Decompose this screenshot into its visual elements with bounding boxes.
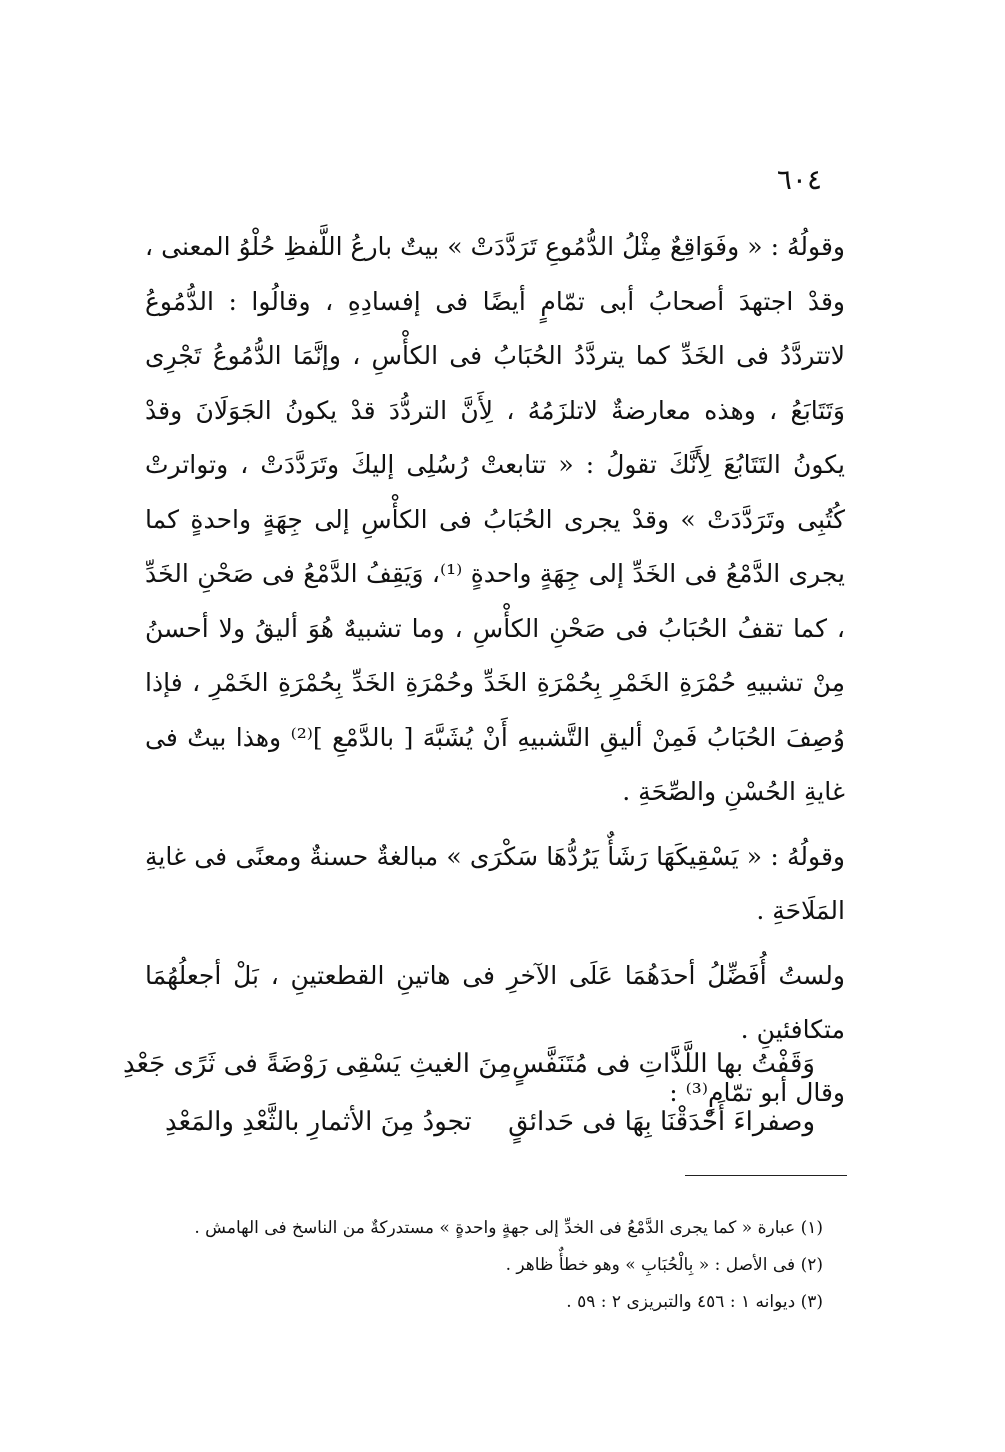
footnote-2: (٢) فى الأصل : « بِالْحُبَابِ » وهو خطأٌ ظاهر . <box>505 1255 823 1275</box>
verse-intro: وقال أبو تمّامٍ⁽³⁾ : <box>669 1077 845 1107</box>
verse-2-second-hemistich: تجودُ مِنَ الأثمارِ بالثَّعْدِ والمَعْدِ <box>165 1107 472 1137</box>
footnote-1: (١) عبارة « كما يجرى الدَّمْعُ فى الخدِّ إلى جهةٍ واحدةٍ » مستدركةٌ من الناسخ فى الهامش . <box>194 1218 823 1238</box>
footnote-3: (٣) ديوانه ١ : ٤٥٦ والتبريزى ٢ : ٥٩ . <box>566 1292 823 1312</box>
footnotes <box>133 1210 823 1321</box>
verse-1-first-hemistich: وَقَفْتُ بها اللَّذَّاتِ فى مُتَنَفَّسٍ <box>512 1049 815 1079</box>
verse-2-first-hemistich: وصفراءَ أَحْدَقْنَا بِهَا فى حَدائقٍ <box>508 1107 815 1137</box>
paragraph-spacer <box>145 939 845 949</box>
paragraph-1: وقولُهُ : « وفَوَاقِعٌ مِثْلُ الدُّمُوعِ تَرَدَّدَتْ » بيتٌ بارعُ اللَّفظِ حُلْوُ المعنى ، وقدْ اجتهدَ أصحابُ أبى تمّامٍ أيضًا فى إفسادِهِ ، وقالُوا : الدُّمُوعُ لاتتردَّدُ فى الخَدِّ كما يتردَّدُ الحُبَابُ فى الكأْسِ ، وإنَّمَا الدُّمُوعُ تَجْرِى وَتَتَابَعُ ، وهذه معارضةٌ لاتلزَمُهُ ، لِأَنَّ التردُّدَ قدْ يكونُ الجَوَلَانَ وقدْ يكونُ التَتَابُعَ لِأَنَّكَ تقولُ : « تتابعتْ رُسُلِى إليكَ وتَرَدَّدَتْ ، وتواترتْ كُتُبِى وتَرَدَّدَتْ » وقدْ يجرى الحُبَابُ فى الكأْسِ إلى جِهَةٍ واحدةٍ كما يجرى الدَّمْعُ فى الخَدِّ إلى جِهَةٍ واحدةٍ ⁽¹⁾، وَيَقِفُ الدَّمْعُ فى صَحْنِ الخَدِّ ، كما تقفُ الحُبَابُ فى صَحْنِ الكأْسِ ، وما تشبيهٌ هُوَ أليقُ ولا أحسنُ مِنْ تشبيهِ حُمْرَةِ الخَمْرِ بِحُمْرَةِ الخَدِّ وحُمْرَةِ الخَدِّ بِحُمْرَةِ الخَمْرِ ، فإذا وُصِفَ الحُبَابُ فَمِنْ أليقِ التَّشبيهِ أَنْ يُشَبَّهَ [ بالدَّمْعِ ]⁽²⁾ وهذا بيتٌ فى غايةِ الحُسْنِ والصِّحَةِ . <box>145 232 846 806</box>
page-number: ٦٠٤ <box>776 163 822 196</box>
poem-verses <box>122 1035 815 1151</box>
paragraph-3: ولستُ أُفَضِّلُ أحدَهُمَا عَلَى الآخرِ فى هاتينِ القطعتينِ ، بَلْ أجعلُهُمَا متكافئينِ . <box>145 960 845 1044</box>
verse-line-2 <box>165 1093 815 1151</box>
verse-line-1 <box>122 1035 815 1093</box>
paragraph-2: وقولُهُ : « يَسْقِيكَهَا رَشَأٌ يَرُدُّهَا سَكْرَى » مبالغةٌ حسنةٌ ومعنًى فى غايةِ المَلَاحَةِ . <box>145 841 845 925</box>
footnote-separator <box>685 1175 847 1176</box>
verse-1-second-hemistich: مِنَ الغيثِ يَسْقِى رَوْضَةً فى ثَرًى جَعْدِ <box>122 1049 512 1079</box>
main-text <box>145 220 845 1120</box>
paragraph-spacer <box>145 820 845 830</box>
